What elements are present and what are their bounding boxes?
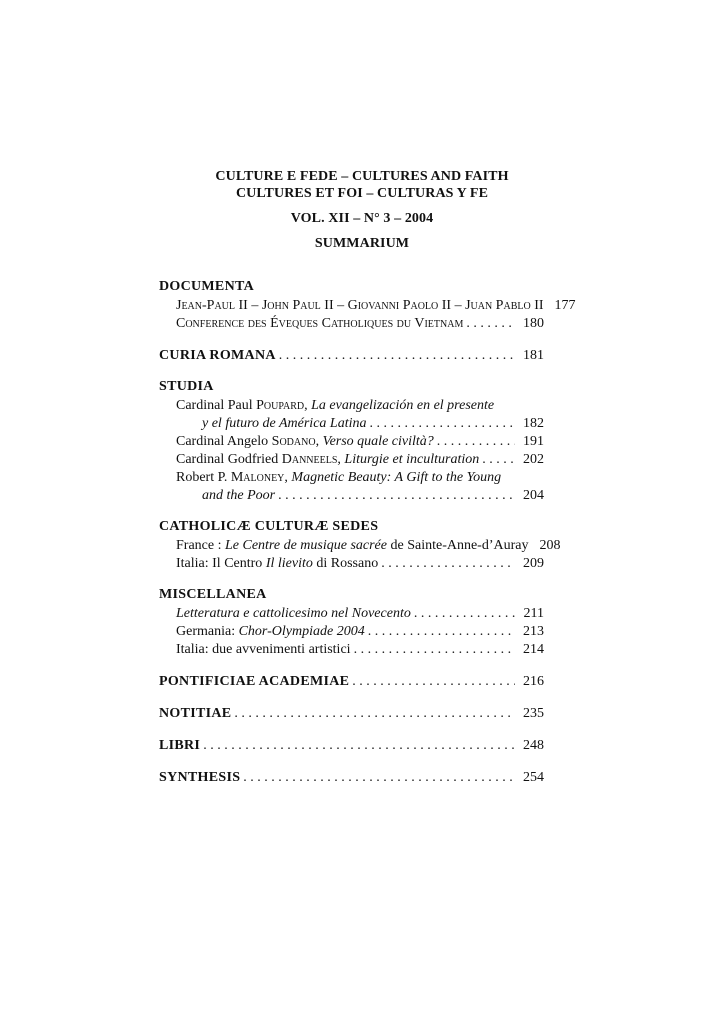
dot-leader (369, 415, 515, 433)
summarium-heading: SUMMARIUM (314, 236, 410, 251)
entry-text: Letteratura e cattolicesimo nel Novecento (176, 606, 411, 621)
journal-title-line-2: CULTURES ET FOI – CULTURAS Y FE (235, 186, 489, 201)
toc-entry[interactable] (159, 451, 544, 469)
page-number: 216 (523, 674, 544, 689)
entry-text: France : Le Centre de musique sacrée de Sainte-Anne-d’Auray (176, 538, 529, 553)
entry-text: Italia: due avvenimenti artistici (176, 642, 351, 657)
dot-leader (354, 641, 515, 659)
section-sedes-title: CATHOLICÆ CULTURÆ SEDES (159, 519, 379, 534)
section-studia-title: STUDIA (159, 379, 214, 394)
entry-text: Jean-Paul II – John Paul II – Giovanni Paolo II – Juan Pablo II (176, 298, 544, 313)
dot-leader (368, 623, 515, 641)
dot-leader (234, 705, 515, 723)
page-number: 181 (523, 348, 544, 363)
toc-entry[interactable] (159, 605, 544, 623)
section-synthesis-title: SYNTHESIS (159, 770, 241, 785)
toc-entry-synthesis[interactable] (159, 769, 544, 787)
section-curia-romana-title: CURIA ROMANA (159, 348, 276, 363)
section-miscellanea-title: MISCELLANEA (159, 587, 267, 602)
toc-entry-libri[interactable] (159, 737, 544, 755)
toc-entry[interactable] (159, 537, 561, 555)
page-number: 180 (523, 316, 544, 331)
page-number: 248 (523, 738, 544, 753)
page-number: 235 (523, 706, 544, 721)
page-number: 208 (539, 538, 561, 553)
entry-text: and the Poor (202, 488, 276, 503)
page-number: 182 (523, 416, 544, 431)
page-number: 202 (523, 452, 544, 467)
journal-title-line-1: CULTURE E FEDE – CULTURES AND FAITH (215, 169, 509, 184)
dot-leader (203, 737, 515, 755)
page-number: 214 (523, 642, 544, 657)
toc-entry[interactable] (159, 297, 576, 315)
section-documenta-title: DOCUMENTA (159, 279, 254, 294)
toc-entry[interactable] (159, 469, 544, 487)
toc-entry[interactable] (159, 623, 544, 641)
page-number: 211 (523, 606, 544, 621)
dot-leader (414, 605, 515, 623)
dot-leader (437, 433, 515, 451)
toc-entry[interactable] (159, 397, 544, 415)
entry-text: Conference des Éveques Catholiques du Vietnam (176, 316, 464, 331)
page-number: 177 (554, 298, 576, 313)
dot-leader (243, 769, 515, 787)
entry-text: Robert P. Maloney, Magnetic Beauty: A Gift to the Young (176, 470, 502, 485)
dot-leader (381, 555, 515, 573)
toc-entry-curia-romana[interactable] (159, 347, 544, 365)
toc-entry[interactable] (159, 433, 544, 451)
table-of-contents (159, 279, 576, 787)
toc-entry-continuation[interactable] (159, 415, 544, 433)
entry-text: Cardinal Angelo Sodano, Verso quale civiltà? (176, 434, 434, 449)
toc-entry[interactable] (159, 555, 544, 573)
entry-text: Germania: Chor-Olympiade 2004 (176, 624, 365, 639)
dot-leader (279, 347, 515, 365)
toc-entry[interactable] (159, 315, 544, 333)
dot-leader (278, 487, 515, 505)
volume-info: VOL. XII – N° 3 – 2004 (290, 211, 434, 226)
section-academiae-title: PONTIFICIAE ACADEMIAE (159, 674, 350, 689)
section-libri-title: LIBRI (159, 738, 201, 753)
entry-text: Cardinal Paul Poupard, La evangelización en el presente (176, 398, 495, 413)
dot-leader (352, 673, 515, 691)
page-number: 209 (523, 556, 544, 571)
entry-text: Italia: Il Centro Il lievito di Rossano (176, 556, 379, 571)
page-number: 254 (523, 770, 544, 785)
toc-entry[interactable] (159, 641, 544, 659)
section-notitiae-title: NOTITIAE (159, 706, 232, 721)
page-number: 191 (523, 434, 544, 449)
dot-leader (466, 315, 515, 333)
toc-entry-continuation[interactable] (159, 487, 544, 505)
dot-leader (482, 451, 515, 469)
page-number: 213 (523, 624, 544, 639)
entry-text: Cardinal Godfried Danneels, Liturgie et inculturation (176, 452, 480, 467)
entry-text: y el futuro de América Latina (202, 416, 367, 431)
toc-entry-notitiae[interactable] (159, 705, 544, 723)
toc-entry-academiae[interactable] (159, 673, 544, 691)
page-number: 204 (523, 488, 544, 503)
